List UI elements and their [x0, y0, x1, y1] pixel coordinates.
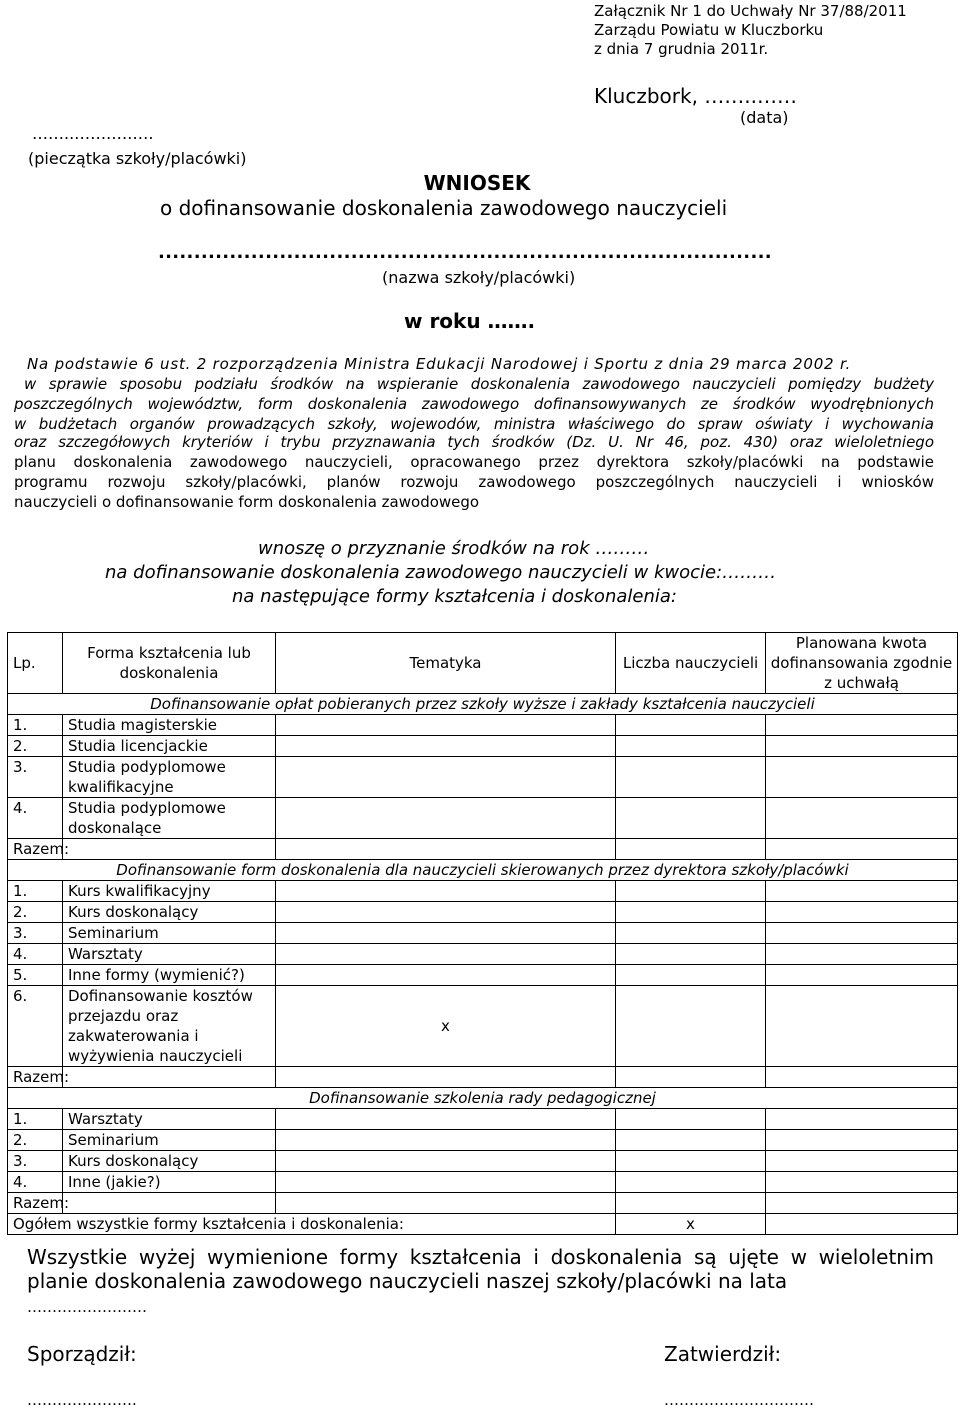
row-form: Kurs doskonalący	[63, 902, 276, 923]
table-row	[8, 715, 958, 736]
form-title	[0, 171, 960, 195]
row-form: Kurs kwalifikacyjny	[63, 881, 276, 902]
section-1-total-row	[8, 839, 958, 860]
table-row	[8, 798, 958, 839]
row-topic[interactable]	[276, 715, 616, 736]
section-1-header	[8, 694, 958, 715]
row-count[interactable]	[616, 757, 766, 798]
approved-label: Zatwierdził:	[664, 1342, 782, 1366]
row-topic[interactable]	[276, 1151, 616, 1172]
total-count[interactable]	[616, 1193, 766, 1214]
legal-basis-line-8: nauczycieli o dofinansowanie form doskonalenia zawodowego	[14, 493, 480, 511]
row-count[interactable]	[616, 715, 766, 736]
row-amount[interactable]	[766, 715, 958, 736]
row-topic[interactable]	[276, 1130, 616, 1151]
row-form: Seminarium	[63, 923, 276, 944]
row-amount[interactable]	[766, 944, 958, 965]
attachment-line-2: Zarządu Powiatu w Kluczborku	[594, 21, 824, 39]
row-form: Studia licencjackie	[63, 736, 276, 757]
header-amount: Planowana kwota dofinansowania zgodnie z uchwałą	[766, 633, 958, 694]
table-row	[8, 736, 958, 757]
row-lp: 2.	[8, 1130, 63, 1151]
row-count[interactable]	[616, 923, 766, 944]
row-count[interactable]	[616, 881, 766, 902]
row-count[interactable]	[616, 736, 766, 757]
row-amount[interactable]	[766, 798, 958, 839]
header-count: Liczba nauczycieli	[616, 633, 766, 694]
row-topic[interactable]	[276, 965, 616, 986]
attachment-line-1: Załącznik Nr 1 do Uchwały Nr 37/88/2011	[594, 2, 907, 20]
form-subtitle: o dofinansowanie doskonalenia zawodowego nauczycieli	[160, 196, 728, 220]
stamp-caption: (pieczątka szkoły/placówki)	[28, 149, 247, 168]
legal-basis-line-6: planu doskonalenia zawodowego nauczycieli, opracowanego przez dyrektora szkoły/placówki na podstawie	[14, 453, 934, 471]
row-lp: 2.	[8, 902, 63, 923]
row-amount[interactable]	[766, 986, 958, 1067]
total-amount[interactable]	[766, 839, 958, 860]
row-amount[interactable]	[766, 736, 958, 757]
row-topic[interactable]	[276, 1109, 616, 1130]
row-topic[interactable]	[276, 881, 616, 902]
table-row	[8, 1172, 958, 1193]
grand-total-label: Ogółem wszystkie formy kształcenia i doskonalenia:	[8, 1214, 616, 1235]
stamp-field[interactable]: ……..…….….….	[32, 124, 154, 143]
table-row	[8, 923, 958, 944]
request-line-3: na następujące formy kształcenia i doskonalenia:	[232, 586, 677, 607]
row-lp: 2.	[8, 736, 63, 757]
row-amount[interactable]	[766, 923, 958, 944]
table-row	[8, 902, 958, 923]
row-topic[interactable]	[276, 757, 616, 798]
row-count[interactable]	[616, 1109, 766, 1130]
table-row	[8, 1151, 958, 1172]
row-lp: 1.	[8, 715, 63, 736]
row-form: Warsztaty	[63, 1109, 276, 1130]
approved-signature-field[interactable]: …………………………	[664, 1391, 814, 1409]
attachment-line-3: z dnia 7 grudnia 2011r.	[594, 40, 769, 58]
grand-total-row	[8, 1214, 958, 1235]
row-count[interactable]	[616, 1130, 766, 1151]
row-form: Inne (jakie?)	[63, 1172, 276, 1193]
row-count[interactable]	[616, 944, 766, 965]
row-lp: 3.	[8, 1151, 63, 1172]
row-lp: 1.	[8, 881, 63, 902]
school-name-field[interactable]: ......................................................................................	[158, 242, 772, 263]
total-topic[interactable]	[276, 1193, 616, 1214]
row-lp: 3.	[8, 757, 63, 798]
header-lp: Lp.	[8, 633, 63, 694]
grand-total-amount[interactable]	[766, 1214, 958, 1235]
school-name-caption: (nazwa szkoły/placówki)	[382, 268, 576, 287]
legal-basis-line-2: w sprawie sposobu podziału środków na wspieranie doskonalenia zawodowego nauczycieli pomiędzy budżety	[24, 375, 934, 393]
row-amount[interactable]	[766, 757, 958, 798]
row-topic[interactable]	[276, 736, 616, 757]
legal-basis-line-5: oraz szczegółowych kryteriów i trybu przyznawania tych środków (Dz. U. Nr 46, poz. 430) oraz wieloletniego	[14, 433, 934, 451]
row-form: Kurs doskonalący	[63, 1151, 276, 1172]
grand-total-count: x	[616, 1214, 766, 1235]
section-3-header	[8, 1088, 958, 1109]
header-form: Forma kształcenia lub doskonalenia	[63, 633, 276, 694]
row-count[interactable]	[616, 986, 766, 1067]
row-amount[interactable]	[766, 902, 958, 923]
row-lp: 1.	[8, 1109, 63, 1130]
legal-basis-line-7: programu rozwoju szkoły/placówki, planów rozwoju zawodowego poszczególnych nauczycieli i wniosków	[14, 473, 934, 491]
row-topic[interactable]	[276, 944, 616, 965]
section-2-total-row	[8, 1067, 958, 1088]
total-count[interactable]	[616, 839, 766, 860]
total-count[interactable]	[616, 1067, 766, 1088]
prepared-label: Sporządził:	[27, 1342, 137, 1366]
row-topic[interactable]	[276, 902, 616, 923]
row-form: Dofinansowanie kosztów przejazdu oraz zakwaterowania i wyżywienia nauczycieli	[63, 986, 276, 1067]
legal-basis-line-4: w budżetach organów prowadzących szkoły, wojewodów, ministra właściwego do spraw oświaty i wychowania	[14, 415, 934, 433]
header-topic: Tematyka	[276, 633, 616, 694]
row-form: Studia podyplomowe kwalifikacyjne	[63, 757, 276, 798]
table-row	[8, 1130, 958, 1151]
total-label: Razem:	[8, 1067, 63, 1088]
section-3-total-row	[8, 1193, 958, 1214]
row-lp: 5.	[8, 965, 63, 986]
table-row	[8, 944, 958, 965]
total-label: Razem:	[8, 839, 63, 860]
form-title-text: WNIOSEK	[423, 171, 531, 195]
training-forms-table	[7, 632, 958, 1235]
row-form: Inne formy (wymienić?)	[63, 965, 276, 986]
row-form: Seminarium	[63, 1130, 276, 1151]
table-header-row	[8, 633, 958, 694]
total-topic[interactable]	[276, 1067, 616, 1088]
section-1-title: Dofinansowanie opłat pobieranych przez szkoły wyższe i zakłady kształcenia nauczycieli	[8, 694, 958, 715]
row-topic[interactable]	[276, 923, 616, 944]
row-lp: 4.	[8, 798, 63, 839]
row-count[interactable]	[616, 798, 766, 839]
section-3-title: Dofinansowanie szkolenia rady pedagogicznej	[8, 1088, 958, 1109]
row-lp: 4.	[8, 944, 63, 965]
total-amount[interactable]	[766, 1193, 958, 1214]
total-amount[interactable]	[766, 1067, 958, 1088]
date-caption: (data)	[740, 108, 789, 127]
table-row	[8, 1109, 958, 1130]
section-2-title: Dofinansowanie form doskonalenia dla nauczycieli skierowanych przez dyrektora szkoły/placówki	[8, 860, 958, 881]
row-form: Studia podyplomowe doskonalące	[63, 798, 276, 839]
request-line-2[interactable]: na dofinansowanie doskonalenia zawodowego nauczycieli w kwocie:………	[105, 562, 777, 583]
row-amount[interactable]	[766, 881, 958, 902]
row-topic-x: x	[276, 986, 616, 1067]
row-count[interactable]	[616, 1151, 766, 1172]
year-field[interactable]: w roku …….	[404, 309, 536, 333]
row-lp: 6.	[8, 986, 63, 1067]
closing-statement: Wszystkie wyżej wymienione formy kształcenia i doskonalenia są ujęte w wieloletnim planie doskonalenia zawodowego nauczycieli naszej szkoły/placówki na lata	[27, 1245, 934, 1293]
row-count[interactable]	[616, 1172, 766, 1193]
legal-basis-line-3: poszczególnych województw, form doskonalenia zawodowego dofinansowywanych ze środków wyodrębnionych	[14, 395, 934, 413]
years-field[interactable]: ……………………	[27, 1298, 147, 1316]
legal-basis-text-1: Na podstawie 6 ust. 2 rozporządzenia Ministra Edukacji Narodowej i Sportu z dnia 29 marca 2002 r.	[27, 355, 852, 373]
table-row	[8, 757, 958, 798]
request-line-1[interactable]: wnoszę o przyznanie środków na rok ………	[258, 538, 650, 559]
prepared-signature-field[interactable]: ………………….	[27, 1391, 137, 1409]
total-label: Razem:	[8, 1193, 63, 1214]
row-amount[interactable]	[766, 1172, 958, 1193]
row-topic[interactable]	[276, 798, 616, 839]
row-lp: 4.	[8, 1172, 63, 1193]
table-row	[8, 965, 958, 986]
total-topic[interactable]	[276, 839, 616, 860]
row-lp: 3.	[8, 923, 63, 944]
place-date-field[interactable]: Kluczbork, ……..……	[594, 84, 798, 108]
table-row	[8, 881, 958, 902]
row-count[interactable]	[616, 965, 766, 986]
section-2-header	[8, 860, 958, 881]
row-amount[interactable]	[766, 1109, 958, 1130]
row-topic[interactable]	[276, 1172, 616, 1193]
legal-basis-line-1	[27, 355, 851, 373]
table-row	[8, 986, 958, 1067]
row-amount[interactable]	[766, 1151, 958, 1172]
row-form: Studia magisterskie	[63, 715, 276, 736]
row-amount[interactable]	[766, 1130, 958, 1151]
row-amount[interactable]	[766, 965, 958, 986]
row-count[interactable]	[616, 902, 766, 923]
row-form: Warsztaty	[63, 944, 276, 965]
